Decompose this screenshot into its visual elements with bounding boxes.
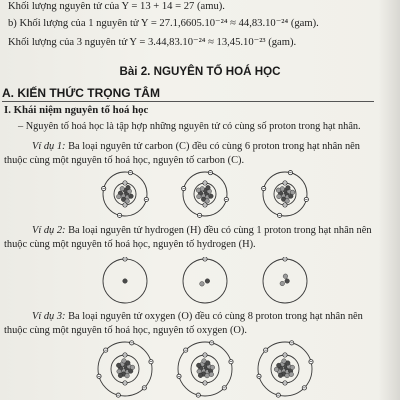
neutron-particle [202, 359, 207, 364]
atom-model [103, 257, 147, 303]
neutron-particle [196, 188, 201, 193]
text-line: Khối lượng của 3 nguyên tử Y = 3.44,83.10⁻²⁴ ≈ 13,45.10⁻²³ (gam). [8, 37, 297, 48]
example-label: Ví dụ 1: [32, 141, 66, 152]
atom-model [102, 171, 149, 218]
neutron-particle [283, 274, 288, 279]
proton-particle [286, 185, 291, 190]
oxygen-atoms-figure [0, 337, 400, 400]
proton-particle [278, 373, 283, 378]
neutron-particle [200, 282, 205, 287]
atom-model [262, 171, 309, 218]
atom-model [182, 171, 229, 218]
neutron-particle [125, 373, 130, 378]
binding-shadow [378, 0, 400, 400]
proton-particle [123, 279, 128, 284]
neutron-particle [280, 281, 285, 286]
neutron-particle [289, 372, 294, 377]
atom-model [177, 341, 233, 398]
proton-particle [285, 279, 290, 284]
neutron-particle [274, 367, 279, 372]
neutron-particle [285, 373, 290, 378]
example-label: Ví dụ 3: [32, 311, 66, 322]
proton-particle [209, 194, 214, 199]
example-1 [4, 140, 384, 167]
proton-particle [118, 373, 123, 378]
neutron-particle [205, 373, 210, 378]
example-text: Ba loại nguyên tử oxygen (O) đều có cùng 8 proton trong hạt nhân nên thuộc cùng một nguyên tố hoá học, nguyên tố oxygen (O). [4, 311, 363, 336]
neutron-particle [122, 359, 127, 364]
neutron-particle [276, 188, 281, 193]
text-line: Khối lượng nguyên tử của Y = 13 + 14 = 27 (amu). [8, 1, 225, 12]
neutron-particle [116, 194, 121, 199]
neutron-particle [290, 365, 295, 370]
atom-model [183, 257, 227, 303]
definition-text: – Nguyên tố hoá học là tập hợp những nguyên tử có cùng số proton trong hạt nhân. [18, 121, 361, 132]
section-divider [2, 101, 374, 102]
text-line: b) Khối lượng của 1 nguyên tử Y = 27.1,6605.10⁻²⁴ ≈ 44,83.10⁻²⁴ (gam). [8, 18, 319, 29]
proton-particle [196, 363, 201, 368]
neutron-particle [277, 194, 282, 199]
proton-particle [116, 363, 121, 368]
example-3 [4, 310, 384, 337]
sub-heading: I. Khái niệm nguyên tố hoá học [4, 104, 149, 116]
proton-particle [205, 279, 210, 284]
proton-particle [198, 373, 203, 378]
neutron-particle [285, 199, 290, 204]
neutron-particle [209, 372, 214, 377]
neutron-particle [290, 190, 295, 195]
hydrogen-atoms-figure [0, 257, 400, 305]
atom-model [263, 257, 307, 303]
example-text: Ba loại nguyên tử hydrogen (H) đều có cùng 1 proton trong hạt nhân nên thuộc cùng một nguyên tố hoá học, nguyên tố hydrogen (H). [4, 225, 372, 250]
neutron-particle [282, 359, 287, 364]
proton-particle [126, 185, 131, 190]
proton-particle [129, 194, 134, 199]
carbon-atoms-figure [0, 168, 400, 220]
neutron-particle [130, 365, 135, 370]
atom-model [257, 341, 313, 398]
example-label: Ví dụ 2: [32, 225, 66, 236]
section-heading: A. KIẾN THỨC TRỌNG TÂM [2, 86, 160, 100]
neutron-particle [120, 186, 125, 191]
example-text: Ba loại nguyên tử carbon (C) đều có cùng 6 proton trong hạt nhân nên thuộc cùng một nguyên tố hoá học, nguyên tố carbon (C). [4, 141, 360, 166]
lesson-title: Bài 2. NGUYÊN TỐ HOÁ HỌC [119, 65, 281, 78]
neutron-particle [197, 194, 202, 199]
neutron-particle [210, 365, 215, 370]
example-2 [4, 224, 384, 251]
proton-particle [206, 185, 211, 190]
atom-model [97, 341, 153, 398]
